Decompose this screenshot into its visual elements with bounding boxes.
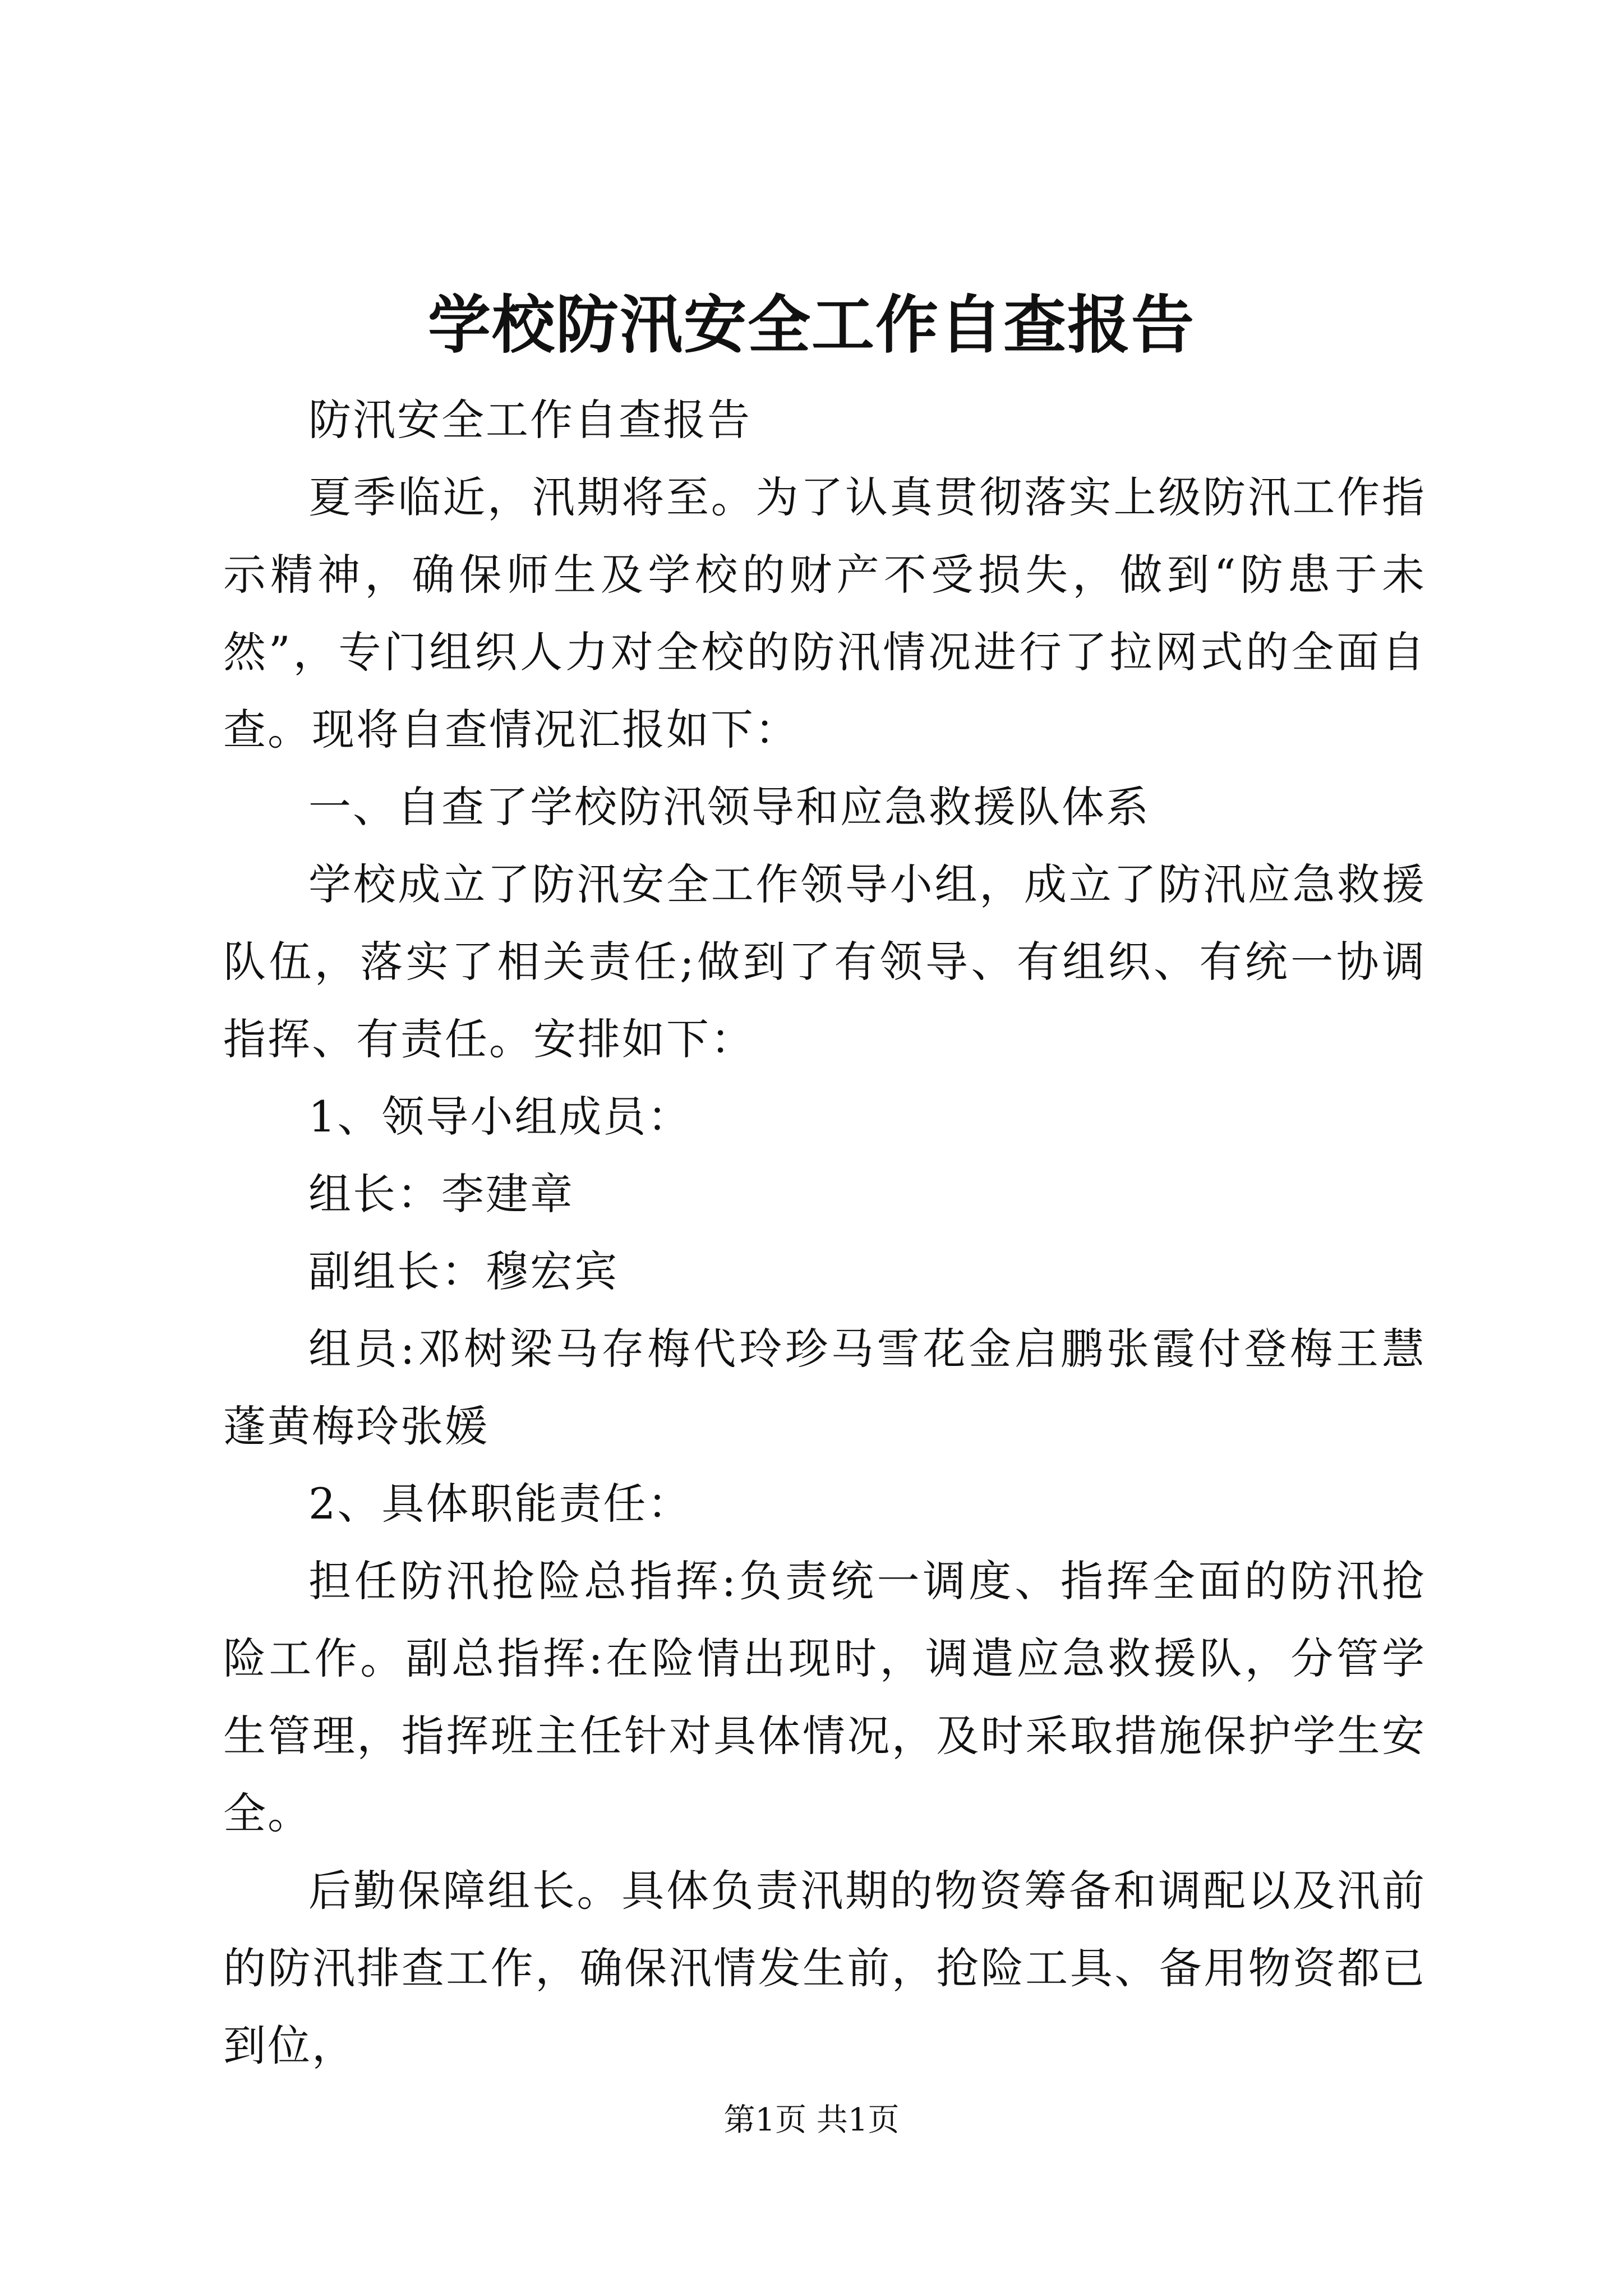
- leader-line: 组长：李建章: [308, 1169, 574, 1219]
- section-heading-1: 一、自查了学校防汛领导和应急救援队体系: [308, 782, 1150, 832]
- paragraph-logistics-duties: 后勤保障组长。具体负责汛期的物资筹备和调配以及汛前的防汛排查工作，确保汛情发生前，抢险工具、备用物资都已到位，: [223, 1866, 1426, 2070]
- paragraph-commander-duties: 担任防汛抢险总指挥:负责统一调度、指挥全面的防汛抢险工作。副总指挥:在险情出现时，调遣应急救援队，分管学生管理，指挥班主任针对具体情况，及时采取措施保护学生安全。: [223, 1556, 1426, 1838]
- document-body: [223, 381, 1426, 2085]
- paragraph-subtitle: 防汛安全工作自查报告: [308, 395, 751, 445]
- document-title: 学校防汛安全工作自查报告: [428, 288, 1195, 362]
- deputy-leader-line: 副组长：穆宏宾: [308, 1246, 619, 1296]
- page-footer: 第1页 共1页: [723, 2102, 900, 2138]
- list-heading-duties: 2、具体职能责任：: [308, 1479, 692, 1529]
- members-line: 组员:邓树梁马存梅代玲珍马雪花金启鹏张霞付登梅王慧蓬黄梅玲张媛: [223, 1324, 1426, 1451]
- list-heading-members: 1、领导小组成员：: [308, 1092, 692, 1142]
- paragraph-intro: 夏季临近，汛期将至。为了认真贯彻落实上级防汛工作指示精神，确保师生及学校的财产不受损失，做到“防患于未然”，专门组织人力对全校的防汛情况进行了拉网式的全面自查。现将自查情况汇报如下：: [223, 472, 1426, 754]
- paragraph-organization: 学校成立了防汛安全工作领导小组，成立了防汛应急救援队伍，落实了相关责任;做到了有领导、有组织、有统一协调指挥、有责任。安排如下：: [223, 859, 1426, 1064]
